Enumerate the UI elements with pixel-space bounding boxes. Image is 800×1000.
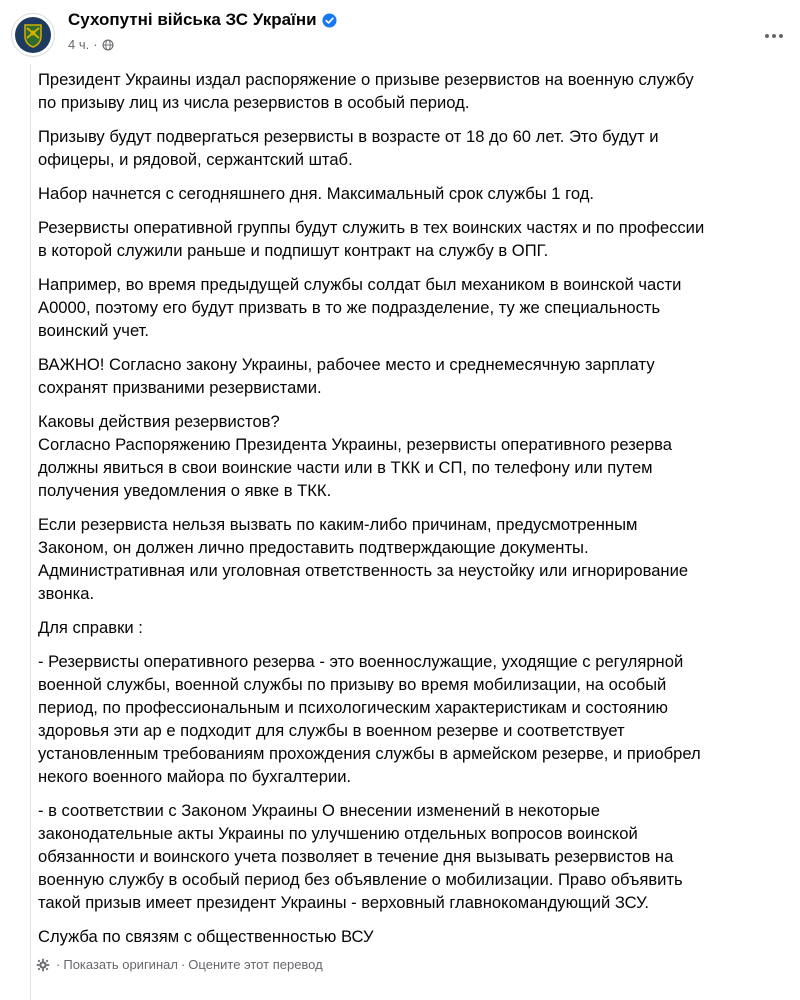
paragraph: Для справки : — [38, 618, 143, 637]
paragraph: Например, во время предыдущей службы солдат был механиком в воинской части А0000, поэтому его будут призвать в то же подразделение, ту же специальность воинский учет. — [38, 275, 682, 340]
globe-icon[interactable] — [102, 39, 114, 51]
translation-bar — [36, 957, 323, 972]
rate-translation-link[interactable]: Оцените этот перевод — [188, 957, 323, 972]
paragraph: Набор начнется с сегодняшнего дня. Максимальный срок службы 1 год. — [38, 184, 594, 203]
paragraph: Служба по связям с общественностью ВСУ — [38, 927, 374, 946]
page-avatar[interactable] — [11, 13, 55, 57]
translation-separator: · — [56, 957, 61, 972]
translation-separator: · — [180, 957, 186, 972]
paragraph: - Резервисты оперативного резерва - это военнослужащие, уходящие с регулярной военной службы, военной службы по призыву во время мобилизации, на особый период, по профессиональным и психологическим характеристикам и состоянию здоровья эти ар е подходит для службы в военном резерве и соответствует установленным требованиям прохождения службы в армейском резерве, и приобрел некого военного майора по бухгалтерии. — [38, 652, 701, 786]
post-header — [0, 0, 800, 62]
more-options-icon — [765, 34, 769, 38]
gear-icon[interactable] — [36, 958, 50, 972]
verified-badge-icon — [322, 13, 337, 28]
post-timestamp[interactable]: 4 ч. — [68, 37, 90, 52]
more-dot — [772, 34, 776, 38]
paragraph: Если резервиста нельзя вызвать по каким-либо причинам, предусмотренным Законом, он должен лично предоставить подтверждающие документы. Административная или уголовная ответственность за неустойку или игнорирование звонка. — [38, 515, 689, 603]
more-dot — [779, 34, 783, 38]
paragraph: - в соответствии с Законом Украины О внесении изменений в некоторые законодательные акты Украины по улучшению отдельных вопросов воинской обязанности и воинского учета позволяет в течение дня вызывать резервистов на военную службу в особый период без объявление о мобилизации. Право объявить такой призыв имеет президент Украины - верховный главнокомандующий ЗСУ. — [38, 801, 683, 912]
show-original-link[interactable]: Показать оригинал — [63, 957, 178, 972]
paragraph: Призыву будут подвергаться резервисты в возрасте от 18 до 60 лет. Это будут и офицеры, и рядовой, сержантский штаб. — [38, 127, 659, 169]
army-emblem-icon — [14, 16, 52, 54]
paragraph: Президент Украины издал распоряжение о призыве резервистов на военную службу по призыву лиц из числа резервистов в особый период. — [38, 70, 694, 112]
meta-separator: · — [93, 37, 98, 52]
page-name-link[interactable] — [68, 10, 337, 30]
page-name[interactable]: Сухопутні війська ЗС України — [68, 10, 317, 29]
paragraph: Резервисты оперативной группы будут служить в тех воинских частях и по профессии в которой служили раньше и подпишут контракт на службу в ОПГ. — [38, 218, 705, 260]
more-options-button[interactable] — [756, 18, 792, 54]
post-text — [38, 68, 793, 959]
paragraph: Каковы действия резервистов? Согласно Распоряжению Президента Украины, резервисты оперативного резерва должны явиться в свои воинские части или в ТКК и СП, по телефону или путем получения уведомления о явке в ТКК. — [38, 412, 672, 500]
paragraph: ВАЖНО! Согласно закону Украины, рабочее место и среднемесячную зарплату сохранят призваними резервистами. — [38, 355, 655, 397]
post-content — [30, 64, 800, 1000]
post-meta — [68, 37, 114, 52]
